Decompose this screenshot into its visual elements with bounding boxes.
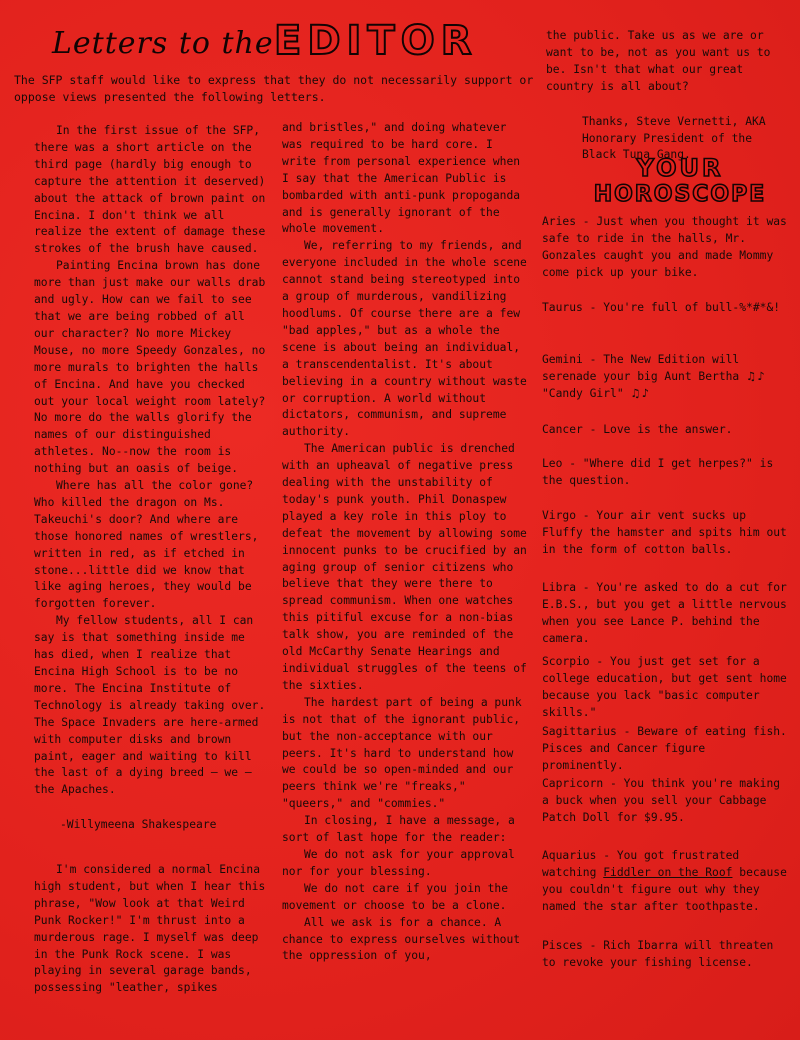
letter-punk-continued [282, 120, 528, 965]
horoscope-text: Cancer - Love is the answer. [542, 423, 733, 436]
title-script: Letters to the [52, 26, 274, 61]
horoscope-sagittarius [542, 723, 792, 774]
horoscope-title-line2: HOROSCOPE [593, 182, 767, 207]
horoscope-text: Gemini - The New Edition will serenade your big Aunt Bertha [542, 353, 740, 383]
letter-paragraph: We do not care if you join the movement or choose to be a clone. [282, 881, 509, 912]
horoscope-text: Sagittarius - Beware of eating fish. Pisces and Cancer figure prominently. [542, 725, 787, 772]
music-notes-icon: ♫♪ [746, 370, 766, 383]
letter-signature: Thanks, Steve Vernetti, AKA Honorary President of the Black Tuna Gang. [582, 114, 766, 162]
horoscope-text: "Candy Girl" [542, 387, 624, 400]
letter-paragraph: My fellow students, all I can say is that something inside me has died, when I realize that Encina High School is to be no more. The Encina Institute of Technology is already taking over. The Space Invaders are here-armed with computer disks and brown paint, eager and waiting to kill the last of a dying breed — we — the Apaches. [34, 614, 266, 797]
horoscope-scorpio [542, 653, 792, 721]
letter-punk-end [546, 28, 790, 164]
horoscope-leo [542, 455, 792, 489]
horoscope-text: Leo - "Where did I get herpes?" is the question. [542, 457, 774, 487]
horoscope-text: Aquarius - You got frustrated watching [542, 849, 740, 879]
horoscope-aquarius [542, 847, 792, 915]
masthead [52, 14, 552, 74]
letter-paragraph: I'm considered a normal Encina high student, but when I hear this phrase, "Wow look at that Weird Punk Rocker!" I'm thrust into a murderous rage. I myself was deep in the Punk Rock scene. I was playing in several garage bands, possessing "leather, spikes [34, 863, 266, 995]
letter-paragraph: We, referring to my friends, and everyone included in the whole scene cannot stand being stereotyped into a group of murderous, vandilizing hoodlums. Of course there are a few "bad apples," but as a whole the scene is about being an individual, a transcendentalist. It's about believing in a country without waste or corruption. A world without dictators, communism, and supreme authority. [282, 239, 527, 439]
horoscope-text: Libra - You're asked to do a cut for E.B.S., but you get a little nervous when you see Lance P. behind the camera. [542, 581, 787, 645]
horoscope-text: Pisces - Rich Ibarra will threaten to revoke your fishing license. [542, 939, 774, 969]
horoscope-virgo [542, 507, 792, 558]
letter-paragraph: The hardest part of being a punk is not that of the ignorant public, but the non-acceptance with our peers. It's hard to understand how we could be so open-minded and our peers think we're "freaks," "queers," and "commies." [282, 695, 522, 811]
letter-paragraph: The American public is drenched with an upheaval of negative press dealing with the unstability of today's punk youth. Phil Donaspew played a key role in this ploy to defeat the movement by allowing some innocent punks to be crucified by an aging group of senior citizens who believe that they were there to spread communism. When one watches this pitiful excuse for a non-bias talk show, you are reminded of the old McCarthy Senate Hearings and individual struggles of the teens of the sixties. [282, 442, 527, 692]
horoscope-taurus [542, 299, 792, 316]
horoscope-cancer [542, 421, 792, 438]
letter-paragraph: In closing, I have a message, a sort of last hope for the reader: [282, 814, 515, 845]
horoscope-title-line1: YOUR [636, 154, 724, 182]
letter-paragraph: We do not ask for your approval nor for your blessing. [282, 847, 515, 878]
horoscope-heading [590, 154, 770, 208]
letter-brown-paint [34, 123, 272, 834]
music-notes-icon: ♫♪ [630, 387, 650, 400]
horoscope-aries [542, 213, 792, 281]
horoscope-gemini [542, 351, 792, 402]
letter-paragraph: Painting Encina brown has done more than just make our walls drab and ugly. How can we fail to see that we are being robbed of all our character? No more Mickey Mouse, no more Speedy Gonzales, no more murals to brighten the halls of Encina. And have you checked out your local weight room lately? No more do the walls glorify the names of our distinguished athletes. No--now the room is nothing but an oasis of beige. [34, 259, 266, 476]
letter-paragraph: the public. Take us as we are or want to be, not as you want us to be. Isn't that what our great country is all about? [546, 29, 771, 93]
horoscope-text: Scorpio - You just get set for a college education, but get sent home because you lack "basic computer skills." [542, 655, 787, 719]
staff-disclaimer: The SFP staff would like to express that they do not necessarily support or oppose views presented the following letters. [14, 73, 534, 104]
movie-title: Fiddler on the Roof [603, 866, 733, 879]
letter-paragraph: In the first issue of the SFP, there was a short article on the third page (hardly big enough to capture the attention it deserved) about the attack of brown paint on Encina. I don't think we all realize the extent of damage these strokes of the brush have caused. [34, 124, 266, 256]
letter-punk-start [34, 862, 270, 997]
horoscope-capricorn [542, 775, 792, 826]
horoscope-text: Taurus - You're full of bull-%*#*&! [542, 301, 781, 314]
horoscope-text: Aries - Just when you thought it was safe to ride in the halls, Mr. Gonzales caught you and made Mommy come pick up your bike. [542, 215, 787, 279]
letter-signature: -Willymeena Shakespeare [60, 818, 217, 832]
horoscope-text: Capricorn - You think you're making a buck when you sell your Cabbage Patch Doll for $9.95. [542, 777, 781, 824]
title-block: EDITOR [274, 18, 478, 64]
letter-paragraph: Where has all the color gone? Who killed the dragon on Ms. Takeuchi's door? And where are those honored names of wrestlers, written in red, as if etched in stone...little did we know that like aging heroes, they would be forgotten forever. [34, 479, 259, 611]
horoscope-text: Virgo - Your air vent sucks up Fluffy the hamster and spits him out in the form of cotton balls. [542, 509, 787, 556]
letter-paragraph: All we ask is for a chance. A chance to express ourselves without the oppression of you, [282, 915, 521, 963]
horoscope-pisces [542, 937, 792, 971]
letter-paragraph: and bristles," and doing whatever was required to be hard core. I write from personal experience when I say that the American Public is bombarded with anti-punk propoganda and is generally ignorant of the whole movement. [282, 121, 521, 236]
horoscope-libra [542, 579, 792, 647]
horoscope-text: because you couldn't figure out why they named the star after toothpaste. [542, 866, 787, 913]
